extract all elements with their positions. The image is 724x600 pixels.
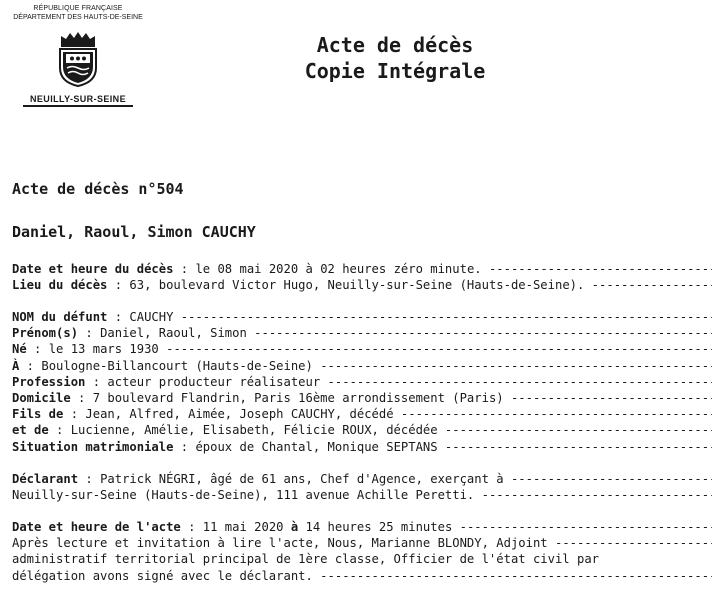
ne-label: Né bbox=[12, 342, 27, 357]
declarant-block bbox=[12, 471, 712, 503]
deces-block bbox=[12, 261, 712, 293]
nom-line: NOM du défunt : CAUCHY ----- bbox=[12, 309, 712, 325]
profession-label: Profession bbox=[12, 374, 86, 389]
et-de-label: et de bbox=[12, 423, 49, 438]
fils-value: Jean, Alfred, Aimée, Joseph CAUCHY, décédé bbox=[85, 407, 394, 422]
departement-label: DÉPARTEMENT DES HAUTS-DE-SEINE bbox=[13, 14, 143, 21]
lieu-naissance-line: À : Boulogne-Billancourt (Hauts-de-Seine) ----- bbox=[12, 358, 712, 374]
signature-line-1 bbox=[12, 535, 712, 551]
republique-label: RÉPUBLIQUE FRANÇAISE bbox=[33, 5, 123, 12]
acte-date-line: Date et heure de l'acte : 11 mai 2020 à 14 heures 25 minutes ----- bbox=[12, 519, 712, 535]
pere-line: Fils de : Jean, Alfred, Aimée, Joseph CAUCHY, décédé ----- bbox=[12, 406, 712, 422]
situation-value: époux de Chantal, Monique SEPTANS bbox=[195, 439, 438, 454]
coat-of-arms-icon bbox=[55, 30, 101, 88]
domicile-value: 7 boulevard Flandrin, Paris 16ème arrondissement (Paris) bbox=[92, 391, 504, 406]
date-deces-value: le 08 mai 2020 à 02 heures zéro minute. bbox=[195, 262, 482, 276]
a-value: Boulogne-Billancourt (Hauts-de-Seine) bbox=[41, 358, 313, 373]
nom-value: CAUCHY bbox=[129, 310, 174, 324]
naissance-line: Né : le 13 mars 1930 ----- bbox=[12, 341, 712, 357]
declarant-line-1: Déclarant : Patrick NÉGRI, âgé de 61 ans, Chef d'Agence, exerçant à ----- bbox=[12, 471, 712, 487]
title-line-1: Acte de décès bbox=[316, 33, 474, 57]
signature-text-2: administratif territorial principal de 1ère classe, Officier de l'état civil par bbox=[12, 552, 599, 567]
nom-label: NOM du défunt bbox=[12, 310, 108, 324]
lieu-deces-label: Lieu du décès bbox=[12, 278, 108, 293]
deceased-full-name: Daniel, Raoul, Simon CAUCHY bbox=[12, 223, 256, 241]
prenoms-line: Prénom(s) : Daniel, Raoul, Simon ----- bbox=[12, 325, 712, 341]
date-deces-label: Date et heure du décès bbox=[12, 262, 174, 276]
prenoms-value: Daniel, Raoul, Simon bbox=[100, 326, 247, 341]
city-name: NEUILLY-SUR-SEINE bbox=[30, 94, 126, 104]
mere-line: et de : Lucienne, Amélie, Elisabeth, Félicie ROUX, décédée ----- bbox=[12, 422, 712, 438]
acte-heure-value: 14 heures 25 minutes bbox=[305, 520, 453, 534]
ne-value: le 13 mars 1930 bbox=[48, 342, 159, 357]
signature-text-3: délégation avons signé avec le déclarant. bbox=[12, 568, 313, 583]
acte-date-block bbox=[12, 519, 712, 584]
title-line-2: Copie Intégrale bbox=[304, 59, 486, 83]
domicile-line: Domicile : 7 boulevard Flandrin, Paris 16ème arrondissement (Paris) ----- bbox=[12, 390, 712, 406]
declarant-value-2: Neuilly-sur-Seine (Hauts-de-Seine), 111 avenue Achille Peretti. bbox=[12, 488, 475, 503]
lieu-deces-line: Lieu du décès : 63, boulevard Victor Hugo, Neuilly-sur-Seine (Hauts-de-Seine). ----- bbox=[12, 277, 712, 293]
acte-date-value: 11 mai 2020 bbox=[202, 520, 284, 534]
domicile-label: Domicile bbox=[12, 391, 71, 406]
city-emblem-block bbox=[8, 4, 148, 107]
profession-value: acteur producteur réalisateur bbox=[107, 374, 321, 389]
acte-date-label: Date et heure de l'acte bbox=[12, 520, 181, 534]
signature-text-1: Après lecture et invitation à lire l'acte, Nous, Marianne BLONDY, Adjoint bbox=[12, 536, 548, 551]
declarant-label: Déclarant bbox=[12, 472, 79, 486]
et-de-value: Lucienne, Amélie, Elisabeth, Félicie ROUX, décédée bbox=[70, 423, 438, 438]
city-underline bbox=[23, 105, 133, 107]
profession-line: Profession : acteur producteur réalisateur ----- bbox=[12, 374, 712, 390]
situation-line: Situation matrimoniale : époux de Chantal, Monique SEPTANS ----- bbox=[12, 439, 712, 455]
lieu-deces-value: 63, boulevard Victor Hugo, Neuilly-sur-Seine (Hauts-de-Seine). bbox=[129, 278, 585, 293]
declarant-value-1: Patrick NÉGRI, âgé de 61 ans, Chef d'Agence, exerçant à bbox=[100, 472, 504, 486]
defunt-block bbox=[12, 309, 712, 455]
signature-line-2 bbox=[12, 551, 712, 567]
declarant-line-2 bbox=[12, 487, 712, 503]
acte-a-word: à bbox=[290, 520, 299, 534]
fils-label: Fils de bbox=[12, 407, 64, 422]
signature-line-3 bbox=[12, 568, 712, 584]
situation-label: Situation matrimoniale bbox=[12, 439, 174, 454]
acte-number: Acte de décès n°504 bbox=[12, 180, 184, 198]
date-deces-line: Date et heure du décès : le 08 mai 2020 à 02 heures zéro minute. ----- bbox=[12, 261, 712, 277]
a-label: À bbox=[12, 358, 20, 373]
document-title bbox=[200, 32, 590, 84]
prenoms-label: Prénom(s) bbox=[12, 326, 79, 341]
